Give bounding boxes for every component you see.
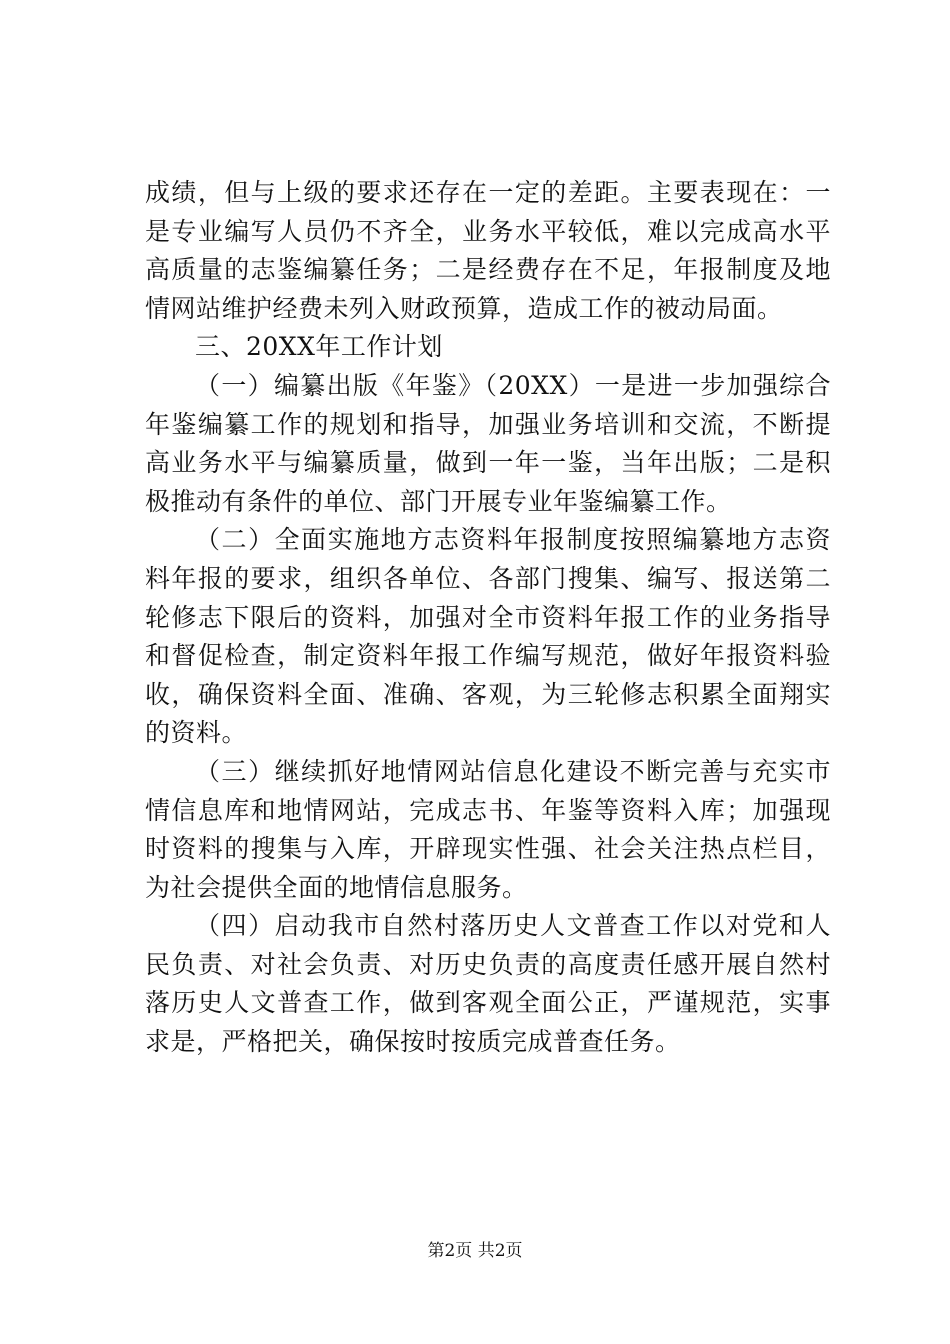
paragraph-item-4: （四）启动我市自然村落历史人文普查工作以对党和人民负责、对社会负责、对历史负责的高度责任感开展自然村落历史人文普查工作，做到客观全面公正，严谨规范，实事求是，严格把关，确保按时按质完成普查任务。 [145,911,831,1057]
section-heading: 三、20XX年工作计划 [195,332,443,362]
paragraph-item-2: （二）全面实施地方志资料年报制度按照编纂地方志资料年报的要求，组织各单位、各部门搜集、编写、报送第二轮修志下限后的资料，加强对全市资料年报工作的业务指导和督促检查，制定资料年报工作编写规范，做好年报资料验收，确保资料全面、准确、客观，为三轮修志积累全面翔实的资料。 [145,525,831,748]
paragraph-item-1: （一）编纂出版《年鉴》（20XX）一是进一步加强综合年鉴编纂工作的规划和指导，加强业务培训和交流，不断提高业务水平与编纂质量，做到一年一鉴，当年出版；二是积极推动有条件的单位、部门开展专业年鉴编纂工作。 [145,370,831,516]
paragraph-item-3: （三）继续抓好地情网站信息化建设不断完善与充实市情信息库和地情网站，完成志书、年鉴等资料入库；加强现时资料的搜集与入库，开辟现实性强、社会关注热点栏目，为社会提供全面的地情信息服务。 [145,756,831,902]
document-body [145,174,831,1062]
paragraph-continuation: 成绩，但与上级的要求还存在一定的差距。主要表现在：一是专业编写人员仍不齐全，业务水平较低，难以完成高水平高质量的志鉴编纂任务；二是经费存在不足，年报制度及地情网站维护经费未列入财政预算，造成工作的被动局面。 [145,178,831,323]
page-number-label: 第2页 共2页 [427,1241,523,1261]
page-footer [0,1241,950,1261]
